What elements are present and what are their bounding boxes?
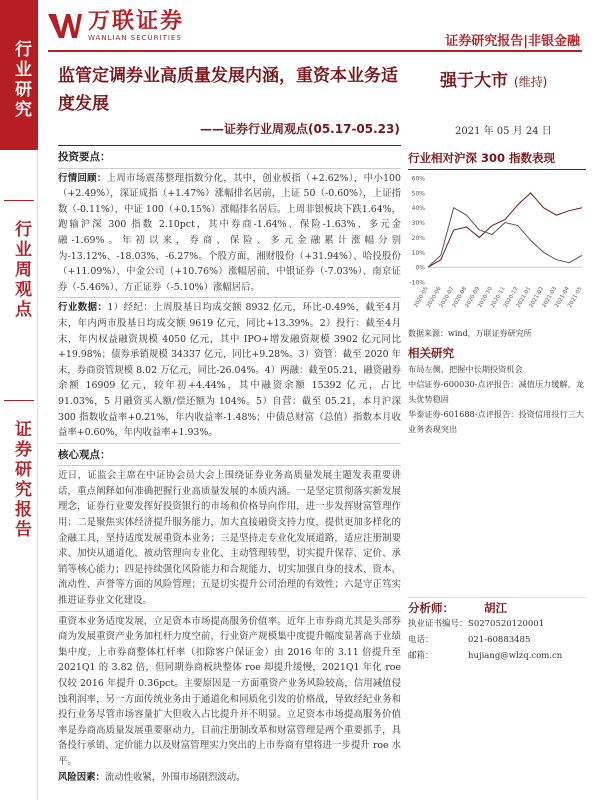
industry-data	[58, 300, 401, 440]
market-review-label: 行情回顾：	[58, 172, 107, 184]
x-tick-label: 2020-05	[413, 286, 430, 309]
sidebar-label-industry: 行业研究	[11, 40, 31, 120]
report-subtitle: ——证券行业周观点(05.17-05.23)	[200, 122, 400, 136]
rating-value: 强于大市	[440, 71, 508, 91]
analyst-field	[408, 632, 586, 648]
x-tick-label: 2021-02	[528, 286, 546, 309]
field-key: 邮箱：	[408, 651, 434, 661]
x-tick-label: 2020-08	[451, 286, 469, 309]
industry-data-text: 1）经纪：上周股基日均成交额 8932 亿元，环比-0.49%，截至4月末，年内两市股基日均成交额 9619 亿元，同比+13.39%。2）投行：截至4月末，年内权益融资规模 4050 亿元，其中 IPO+增发融资规模 3902 亿元同比+19.98%；债券承销规模 34337 亿元，同比+9.28%。3）资管：截至 2020 年末，券商资管规模 8.02 万亿元，同比-26.04%。4）两融：截至05.21，融资融券余额 16909 亿元，较年初+4.44%，其中融资余额 15392 亿元，占比 91.03%，5 月融资买入额/偿还额为 104%。5）自营：截至 05.21，本月沪深 300 指数收益率+0.21%，年内收益率-1.48%；中债总财富（总值）指数本月收益率+0.60%，年内收益率+1.93%。	[58, 302, 401, 439]
chart-svg	[408, 172, 586, 322]
core-paragraph-1: 近日，证监会主席在中证协会员大会上围绕证券业务高质量发展主题发表重要讲话，重点阐释如何准确把握行业高质量发展的本质内涵。一是坚定贯彻落实新发展理念，证券行业要发挥好投资银行的市场和价格导向作用，进一步发挥财富管理作用；二是聚焦实体经济提升服务能力，加大直接融资支持力度，提供更加多样化的金融工具，坚持适度发展重资本业务；三是坚持走专业化发展道路，适应注册制要求、加快从通道化、被动管理向专业化、主动管理转型，切实提升保荐、定价、承销等核心能力；四是持续强化风险能力和合规能力，切实加强自身的技术、资本、流动性、声誉等方面的风险管理；五是切实提升公司治理的有效性；六是守正笃实推进证券业文化建设。	[58, 470, 401, 607]
section-rule	[58, 145, 401, 146]
report-title: 监管定调券业高质量发展内涵，重资本业务适度发展	[58, 66, 398, 114]
analyst-name: 胡江	[484, 601, 508, 615]
logo-en-text: WANLIAN SECURITIES	[88, 34, 182, 42]
analyst-field	[408, 648, 586, 664]
sidebar-label-weekly: 行业周观点	[11, 220, 31, 320]
chart-source: 数据来源：wind，万联证券研究所	[408, 329, 532, 338]
company-logo	[48, 10, 184, 42]
x-tick-label: 2020-11	[490, 286, 507, 309]
y-tick-label: 40%	[411, 205, 425, 213]
core-title: 核心观点：	[58, 448, 111, 461]
left-sidebar	[0, 0, 38, 800]
risk-label: 风险因素：	[58, 771, 105, 783]
logo-icon	[48, 12, 82, 40]
field-value: hujiang@wlzq.com.cn	[468, 651, 563, 661]
y-tick-label: 10%	[411, 249, 425, 257]
rating	[440, 66, 547, 91]
related-list	[408, 362, 586, 437]
performance-chart	[408, 172, 586, 322]
related-item[interactable]: 华泰证券-601688-点评报告：投资信用投行三大业务表现突出	[408, 409, 584, 434]
risk-text: 流动性收紧，外围市场剧烈波动。	[104, 771, 246, 783]
logo-cn-text: 万联证券	[88, 9, 185, 34]
field-value: 021-60883485	[468, 635, 531, 645]
x-tick-label: 2021-04	[554, 286, 571, 309]
section-rule	[58, 611, 401, 612]
related-item[interactable]: 中信证券-600030-点评报告：减值压力缓解，龙头优势稳固	[408, 379, 584, 404]
y-tick-label: -10%	[409, 279, 425, 287]
y-tick-label: 0%	[415, 264, 425, 272]
chart-title: 行业相对沪深 300 指数表现	[408, 150, 586, 170]
analyst-field	[408, 616, 586, 632]
section-rule	[58, 168, 401, 169]
section-rule	[58, 297, 401, 298]
x-tick-label: 2020-12	[502, 286, 520, 309]
industry-data-label: 行业数据：	[58, 302, 108, 314]
related-title: 相关研究	[408, 346, 454, 360]
report-date: 2021 年 05 月 24 日	[455, 126, 552, 137]
x-tick-label: 2020-06	[425, 286, 443, 309]
market-review-text: 上周市场震荡整理指数分化，其中，创业板指（+2.62%），中小100（+2.49%），深证成指（+1.47%）涨幅排名居前，上证 50（-0.60%），上证指数（-0.11%），中证 100（+0.15%）涨幅排名居后。上周非银板块下跌1.64%，跑输沪深 300 指数 2.10pct，其中券商-1.64%、保险-1.63%、多元金融-1.69%。年初以来，券商、保险、多元金融累计涨幅分别为-13.12%、-18.03%、-6.27%。个股方面，湘财股份（+31.94%）、哈投股份（+11.09%）、中金公司（+10.76%）涨幅居前，中银证券（-7.03%）、南京证券（-5.46%）、方正证券（-5.10%）涨幅居后。	[58, 172, 401, 293]
y-tick-label: 60%	[411, 175, 425, 183]
field-key: 执业证书编号：	[408, 619, 468, 629]
analyst-label: 分析师：	[408, 601, 454, 615]
field-value: S0270520120001	[468, 619, 545, 629]
market-review	[58, 171, 401, 296]
related-item[interactable]: 布局左侧，把握中长期投资机会	[408, 364, 523, 374]
x-tick-label: 2020-07	[438, 286, 456, 309]
sidebar-divider	[4, 400, 34, 401]
main-content	[58, 143, 401, 785]
series-line	[428, 208, 582, 267]
y-tick-label: 30%	[411, 220, 425, 228]
x-tick-label: 2021-01	[515, 286, 533, 309]
header-divider	[48, 50, 582, 52]
field-key: 电话：	[408, 635, 434, 645]
x-tick-label: 2020-10	[477, 286, 494, 309]
sidebar-label-report: 证券研究报告	[11, 420, 31, 540]
core-paragraph-2: 重资本业务适度发展，立足资本市场提高服务价值率。近年上市券商尤其是头部券商为发展重资产业务加杠杆力度空前，行业资产规模集中度提升幅度显著高于业绩集中度，上市券商整体杠杆率（扣除客户保证金）由 2016 年的 3.11 倍提升至 2021Q1 的 3.82 倍，但同期券商板块整体 roe 却提升缓慢，2021Q1 年化 roe 仅较 2016 年提升 0.36pct。主要原因是一方面重资产业务风险较高，信用减值侵蚀利润率，另一方面传统业务由于通道化和同质化引发的价格战，导致经纪业务和投行业务尽管市场容量扩大但收入占比提升并不明显。立足资本市场提高服务价值率是券商高质量发展重要驱动力，目前注册制改革和财富管理是两个重要抓手，具备投行承销、定价能力以及财富管理实力突出的上市券商有望将进一步提升 roe 水平。	[58, 615, 401, 767]
rating-sub: (维持)	[513, 75, 548, 89]
analyst-info	[408, 597, 586, 664]
risk-factors	[58, 770, 401, 786]
x-tick-label: 2021-05	[567, 286, 584, 309]
invest-title: 投资要点：	[58, 151, 111, 163]
y-tick-label: 20%	[411, 234, 425, 242]
section-rule	[58, 443, 401, 444]
series-line	[428, 193, 582, 267]
section-rule	[58, 465, 401, 466]
report-category: 证券研究报告|非银金融	[445, 34, 580, 49]
analyst-row	[408, 600, 586, 616]
x-tick-label: 2021-03	[541, 286, 559, 309]
y-tick-label: 50%	[411, 190, 425, 198]
x-tick-label: 2020-09	[464, 286, 482, 309]
sidebar-divider	[4, 200, 34, 201]
